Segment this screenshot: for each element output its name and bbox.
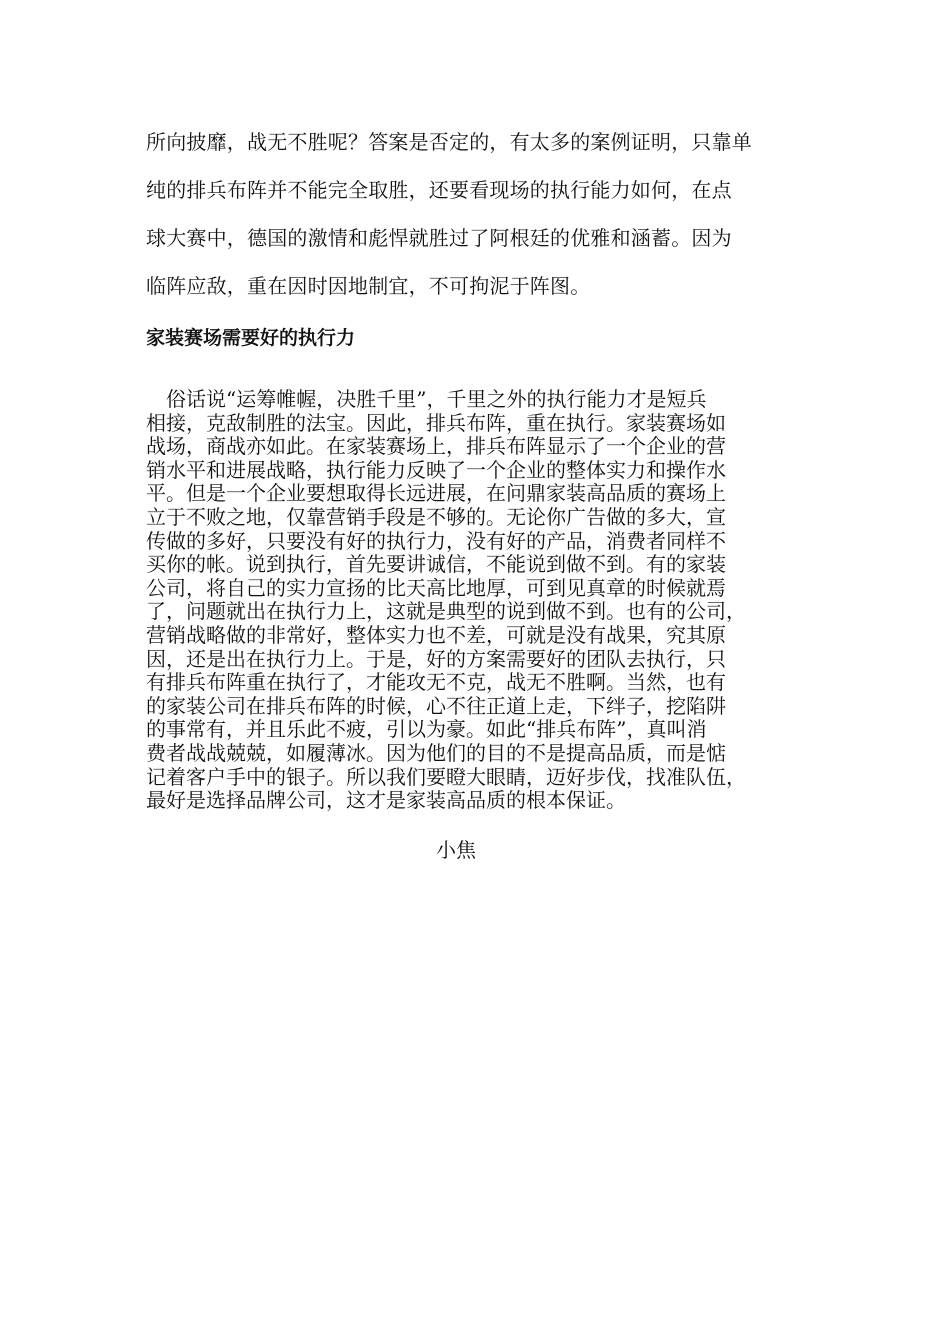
- body-line: 立于不败之地，仅靠营销手段是不够的。无论你广告做的多大，宣: [146, 504, 726, 529]
- body-line: 有排兵布阵重在执行了，才能攻无不克，战无不胜啊。当然，也有: [146, 670, 726, 695]
- body-line: 销水平和进展战略，执行能力反映了一个企业的整体实力和操作水: [146, 457, 726, 482]
- body-line: 营销战略做的非常好，整体实力也不差，可就是没有战果，究其原: [146, 622, 726, 647]
- body-line: 的事常有，并且乐此不疲，引以为豪。如此“排兵布阵”，真叫消: [146, 717, 707, 742]
- author-signature: 小焦: [436, 838, 476, 862]
- body-line: 公司，将自己的实力宣扬的比天高比地厚，可到见真章的时候就焉: [146, 575, 726, 600]
- body-paragraph: [146, 388, 836, 813]
- body-line: 的家装公司在排兵布阵的时候，心不往正道上走，下绊子，挖陷阱: [146, 693, 726, 718]
- body-line: 最好是选择品牌公司，这才是家装高品质的根本保证。: [146, 788, 626, 813]
- intro-line: 临阵应敌，重在因时因地制宜，不可拘泥于阵图。: [146, 274, 591, 298]
- intro-paragraph: [146, 118, 806, 310]
- body-line: 买你的帐。说到执行，首先要讲诚信，不能说到做不到。有的家装: [146, 552, 726, 577]
- section-heading: 家装赛场需要好的执行力: [146, 327, 356, 349]
- body-line: 传做的多好，只要没有好的执行力，没有好的产品，消费者同样不: [146, 528, 726, 553]
- body-line: 因，还是出在执行力上。于是，好的方案需要好的团队去执行，只: [146, 646, 726, 671]
- body-line: 平。但是一个企业要想取得长远进展，在问鼎家装高品质的赛场上: [146, 481, 726, 506]
- body-line: 了，问题就出在执行力上，这就是典型的说到做不到。也有的公司，: [146, 599, 746, 624]
- body-line: 战场，商战亦如此。在家装赛场上，排兵布阵显示了一个企业的营: [146, 434, 726, 459]
- body-line: 记着客户手中的银子。所以我们要瞪大眼睛，迈好步伐，找准队伍，: [146, 764, 746, 789]
- body-line: 费者战战兢兢，如履薄冰。因为他们的目的不是提高品质，而是惦: [146, 740, 726, 765]
- intro-line: 所向披靡，战无不胜呢？答案是否定的，有太多的案例证明，只靠单: [146, 130, 752, 154]
- body-line: 相接，克敌制胜的法宝。因此，排兵布阵，重在执行。家装赛场如: [146, 410, 726, 435]
- intro-line: 纯的排兵布阵并不能完全取胜，还要看现场的执行能力如何，在点: [146, 178, 732, 202]
- body-line: 俗话说“运筹帷幄，决胜千里”，千里之外的执行能力才是短兵: [146, 387, 707, 411]
- intro-line: 球大赛中，德国的激情和彪悍就胜过了阿根廷的优雅和涵蓄。因为: [146, 226, 732, 250]
